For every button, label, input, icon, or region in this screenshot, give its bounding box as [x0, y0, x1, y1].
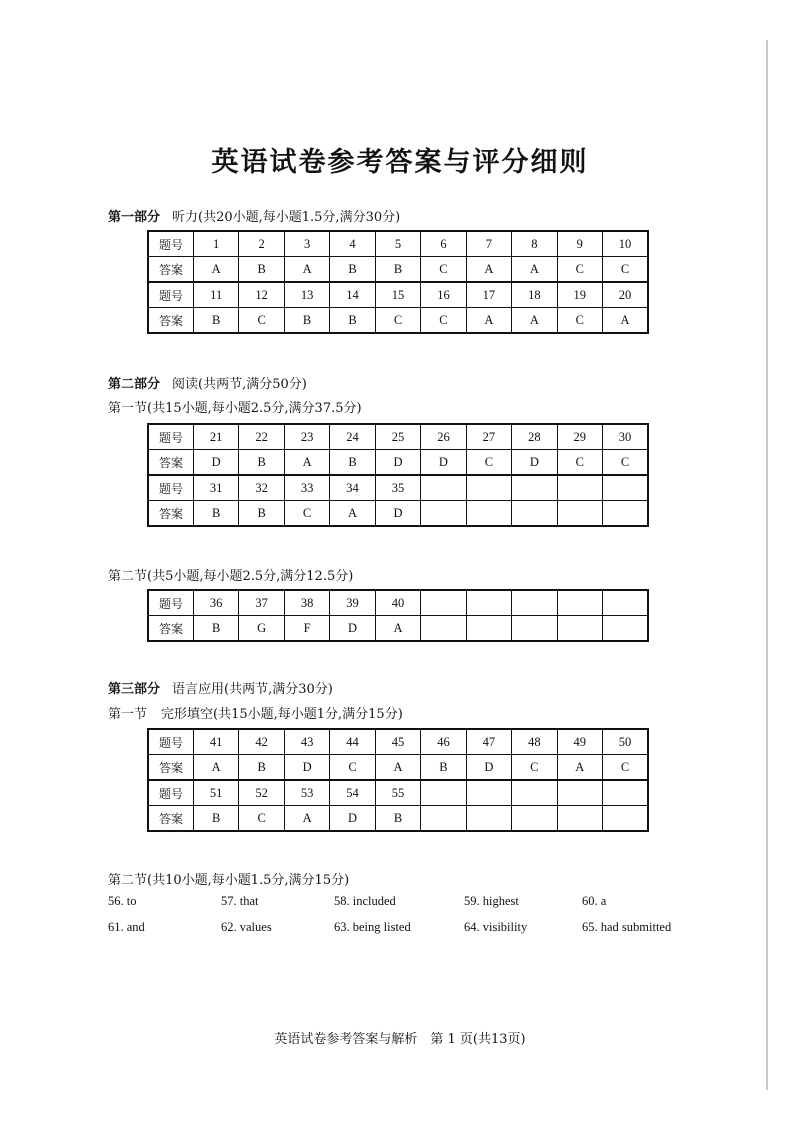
question-number-cell: 8	[512, 231, 557, 257]
question-number-cell	[466, 780, 511, 806]
answer-cell	[603, 616, 648, 642]
answer-row	[148, 450, 648, 476]
question-number-cell: 50	[603, 729, 648, 755]
answer-cell: C	[330, 755, 375, 781]
row-label-number: 题号	[148, 475, 193, 501]
question-number-cell: 11	[193, 282, 238, 308]
part3-sec1-label: 第一节	[108, 707, 148, 722]
part3-sec1-line	[108, 703, 403, 722]
row-label-number: 题号	[148, 282, 193, 308]
question-number-cell: 54	[330, 780, 375, 806]
answer-cell: A	[284, 257, 329, 283]
question-number-cell: 55	[375, 780, 420, 806]
part2-sec1-answer-table	[147, 423, 649, 527]
question-number-cell	[603, 780, 648, 806]
question-number-cell: 33	[284, 475, 329, 501]
answer-cell: C	[557, 308, 602, 334]
question-number-cell	[421, 590, 466, 616]
fill-item: 62. values	[221, 920, 272, 934]
answer-cell: A	[466, 257, 511, 283]
question-number-cell: 29	[557, 424, 602, 450]
part3-desc: 语言应用(共两节,满分30分)	[172, 682, 333, 697]
answer-cell: C	[375, 308, 420, 334]
row-label-answer: 答案	[148, 450, 193, 476]
question-number-cell	[557, 590, 602, 616]
part2-sec1-desc: 第一节(共15小题,每小题2.5分,满分37.5分)	[108, 401, 362, 416]
answer-cell: B	[239, 501, 284, 527]
row-label-answer: 答案	[148, 806, 193, 832]
row-label-number: 题号	[148, 424, 193, 450]
page-title: 英语试卷参考答案与评分细则	[211, 147, 589, 178]
answer-cell: C	[421, 257, 466, 283]
question-number-cell: 40	[375, 590, 420, 616]
question-number-cell: 25	[375, 424, 420, 450]
answer-cell	[557, 616, 602, 642]
answer-cell	[421, 806, 466, 832]
answer-cell: D	[466, 755, 511, 781]
answer-cell: C	[603, 755, 648, 781]
answer-cell: B	[330, 450, 375, 476]
fill-item: 56. to	[108, 894, 137, 908]
row-label-number: 题号	[148, 231, 193, 257]
question-number-cell: 41	[193, 729, 238, 755]
answer-cell: D	[375, 501, 420, 527]
question-number-cell: 30	[603, 424, 648, 450]
question-number-cell: 28	[512, 424, 557, 450]
question-number-cell: 7	[466, 231, 511, 257]
question-number-cell: 14	[330, 282, 375, 308]
question-number-cell: 38	[284, 590, 329, 616]
answer-cell: B	[375, 806, 420, 832]
fill-item: 59. highest	[464, 894, 519, 908]
answer-cell: C	[239, 308, 284, 334]
question-number-cell: 21	[193, 424, 238, 450]
answer-cell: A	[603, 308, 648, 334]
answer-row	[148, 755, 648, 781]
answer-cell: A	[193, 755, 238, 781]
row-label-answer: 答案	[148, 257, 193, 283]
answer-cell: D	[330, 806, 375, 832]
answer-cell	[466, 616, 511, 642]
answer-cell: B	[330, 257, 375, 283]
question-number-cell: 6	[421, 231, 466, 257]
question-number-cell	[466, 590, 511, 616]
question-number-cell: 26	[421, 424, 466, 450]
question-number-cell: 10	[603, 231, 648, 257]
answer-cell: B	[193, 616, 238, 642]
question-number-cell: 52	[239, 780, 284, 806]
fill-item: 58. included	[334, 894, 396, 908]
part2-desc: 阅读(共两节,满分50分)	[172, 377, 307, 392]
answer-row	[148, 257, 648, 283]
question-number-cell: 15	[375, 282, 420, 308]
answer-cell: A	[375, 616, 420, 642]
fill-item: 64. visibility	[464, 920, 528, 934]
row-label-answer: 答案	[148, 616, 193, 642]
question-number-cell: 16	[421, 282, 466, 308]
answer-cell: B	[193, 806, 238, 832]
answer-cell: B	[193, 308, 238, 334]
answer-cell	[512, 616, 557, 642]
question-number-cell: 44	[330, 729, 375, 755]
answer-cell: D	[284, 755, 329, 781]
answer-cell: A	[284, 806, 329, 832]
question-number-cell: 42	[239, 729, 284, 755]
answer-cell: A	[330, 501, 375, 527]
question-number-cell: 53	[284, 780, 329, 806]
answer-cell: C	[557, 450, 602, 476]
answer-cell: A	[512, 308, 557, 334]
answer-cell: C	[512, 755, 557, 781]
question-number-cell	[421, 780, 466, 806]
question-number-cell: 34	[330, 475, 375, 501]
question-number-cell: 23	[284, 424, 329, 450]
question-number-cell: 31	[193, 475, 238, 501]
question-number-cell: 27	[466, 424, 511, 450]
page-edge-line	[766, 40, 768, 1090]
question-number-cell: 20	[603, 282, 648, 308]
answer-cell: C	[239, 806, 284, 832]
answer-cell	[421, 616, 466, 642]
question-number-row	[148, 780, 648, 806]
answer-cell: C	[466, 450, 511, 476]
part3-sec2-desc: 第二节(共10小题,每小题1.5分,满分15分)	[108, 873, 350, 888]
question-number-cell: 13	[284, 282, 329, 308]
question-number-cell: 24	[330, 424, 375, 450]
answer-cell: C	[421, 308, 466, 334]
question-number-cell: 1	[193, 231, 238, 257]
part3-sec1-answer-table	[147, 728, 649, 832]
question-number-cell	[512, 780, 557, 806]
question-number-cell: 3	[284, 231, 329, 257]
answer-cell: D	[375, 450, 420, 476]
answer-cell: B	[284, 308, 329, 334]
question-number-cell	[512, 590, 557, 616]
question-number-cell: 48	[512, 729, 557, 755]
part2-sec2-desc: 第二节(共5小题,每小题2.5分,满分12.5分)	[108, 569, 354, 584]
part1-answer-table	[147, 230, 649, 334]
question-number-cell: 4	[330, 231, 375, 257]
question-number-cell: 49	[557, 729, 602, 755]
answer-cell	[466, 806, 511, 832]
question-number-cell: 35	[375, 475, 420, 501]
answer-cell: A	[284, 450, 329, 476]
answer-cell: D	[330, 616, 375, 642]
question-number-cell: 39	[330, 590, 375, 616]
part2-heading-line	[108, 373, 307, 392]
question-number-row	[148, 475, 648, 501]
question-number-cell	[512, 475, 557, 501]
answer-cell: G	[239, 616, 284, 642]
fill-item: 57. that	[221, 894, 259, 908]
question-number-cell: 36	[193, 590, 238, 616]
fill-item: 61. and	[108, 920, 145, 934]
question-number-cell: 37	[239, 590, 284, 616]
answer-cell: B	[239, 257, 284, 283]
question-number-cell: 5	[375, 231, 420, 257]
question-number-cell: 43	[284, 729, 329, 755]
fill-item: 65. had submitted	[582, 920, 672, 934]
question-number-cell	[557, 475, 602, 501]
question-number-cell	[466, 475, 511, 501]
answer-row	[148, 501, 648, 527]
question-number-cell: 9	[557, 231, 602, 257]
row-label-answer: 答案	[148, 308, 193, 334]
answer-cell: D	[421, 450, 466, 476]
answer-cell	[557, 501, 602, 527]
question-number-cell	[557, 780, 602, 806]
question-number-cell: 19	[557, 282, 602, 308]
row-label-answer: 答案	[148, 501, 193, 527]
answer-cell: A	[512, 257, 557, 283]
answer-cell	[421, 501, 466, 527]
part1-desc: 听力(共20小题,每小题1.5分,满分30分)	[172, 210, 401, 225]
page-footer: 英语试卷参考答案与解析 第 1 页(共13页)	[274, 1032, 526, 1047]
question-number-row	[148, 231, 648, 257]
answer-cell: B	[239, 450, 284, 476]
question-number-row	[148, 424, 648, 450]
answer-cell: A	[557, 755, 602, 781]
answer-cell	[512, 501, 557, 527]
question-number-cell	[603, 475, 648, 501]
question-number-cell: 17	[466, 282, 511, 308]
question-number-cell	[421, 475, 466, 501]
answer-cell: C	[603, 257, 648, 283]
part3-heading: 第三部分	[108, 682, 161, 697]
answer-cell	[466, 501, 511, 527]
part1-heading: 第一部分	[108, 210, 161, 225]
part2-sec2-answer-table	[147, 589, 649, 642]
answer-cell: C	[603, 450, 648, 476]
question-number-cell: 45	[375, 729, 420, 755]
question-number-cell: 18	[512, 282, 557, 308]
part2-heading: 第二部分	[108, 377, 161, 392]
question-number-row	[148, 282, 648, 308]
answer-cell: A	[193, 257, 238, 283]
answer-row	[148, 806, 648, 832]
question-number-cell: 47	[466, 729, 511, 755]
answer-row	[148, 616, 648, 642]
part3-sec1-desc: 完形填空(共15小题,每小题1分,满分15分)	[161, 707, 403, 722]
question-number-cell: 22	[239, 424, 284, 450]
question-number-cell	[603, 590, 648, 616]
answer-cell: C	[557, 257, 602, 283]
answer-cell: B	[421, 755, 466, 781]
answer-cell	[603, 501, 648, 527]
question-number-cell: 12	[239, 282, 284, 308]
answer-cell: A	[466, 308, 511, 334]
answer-cell: F	[284, 616, 329, 642]
question-number-cell: 51	[193, 780, 238, 806]
answer-cell	[557, 806, 602, 832]
question-number-row	[148, 590, 648, 616]
fill-item: 63. being listed	[334, 920, 411, 934]
row-label-answer: 答案	[148, 755, 193, 781]
fill-item: 60. a	[582, 894, 607, 908]
answer-cell	[512, 806, 557, 832]
answer-cell: B	[239, 755, 284, 781]
answer-cell: D	[512, 450, 557, 476]
answer-cell: C	[284, 501, 329, 527]
answer-cell	[603, 806, 648, 832]
question-number-cell: 46	[421, 729, 466, 755]
answer-cell: A	[375, 755, 420, 781]
answer-cell: B	[193, 501, 238, 527]
answer-row	[148, 308, 648, 334]
row-label-number: 题号	[148, 590, 193, 616]
answer-cell: D	[193, 450, 238, 476]
question-number-cell: 32	[239, 475, 284, 501]
row-label-number: 题号	[148, 729, 193, 755]
question-number-row	[148, 729, 648, 755]
answer-cell: B	[375, 257, 420, 283]
part3-heading-line	[108, 678, 333, 697]
row-label-number: 题号	[148, 780, 193, 806]
answer-cell: B	[330, 308, 375, 334]
question-number-cell: 2	[239, 231, 284, 257]
part1-heading-line	[108, 206, 400, 225]
